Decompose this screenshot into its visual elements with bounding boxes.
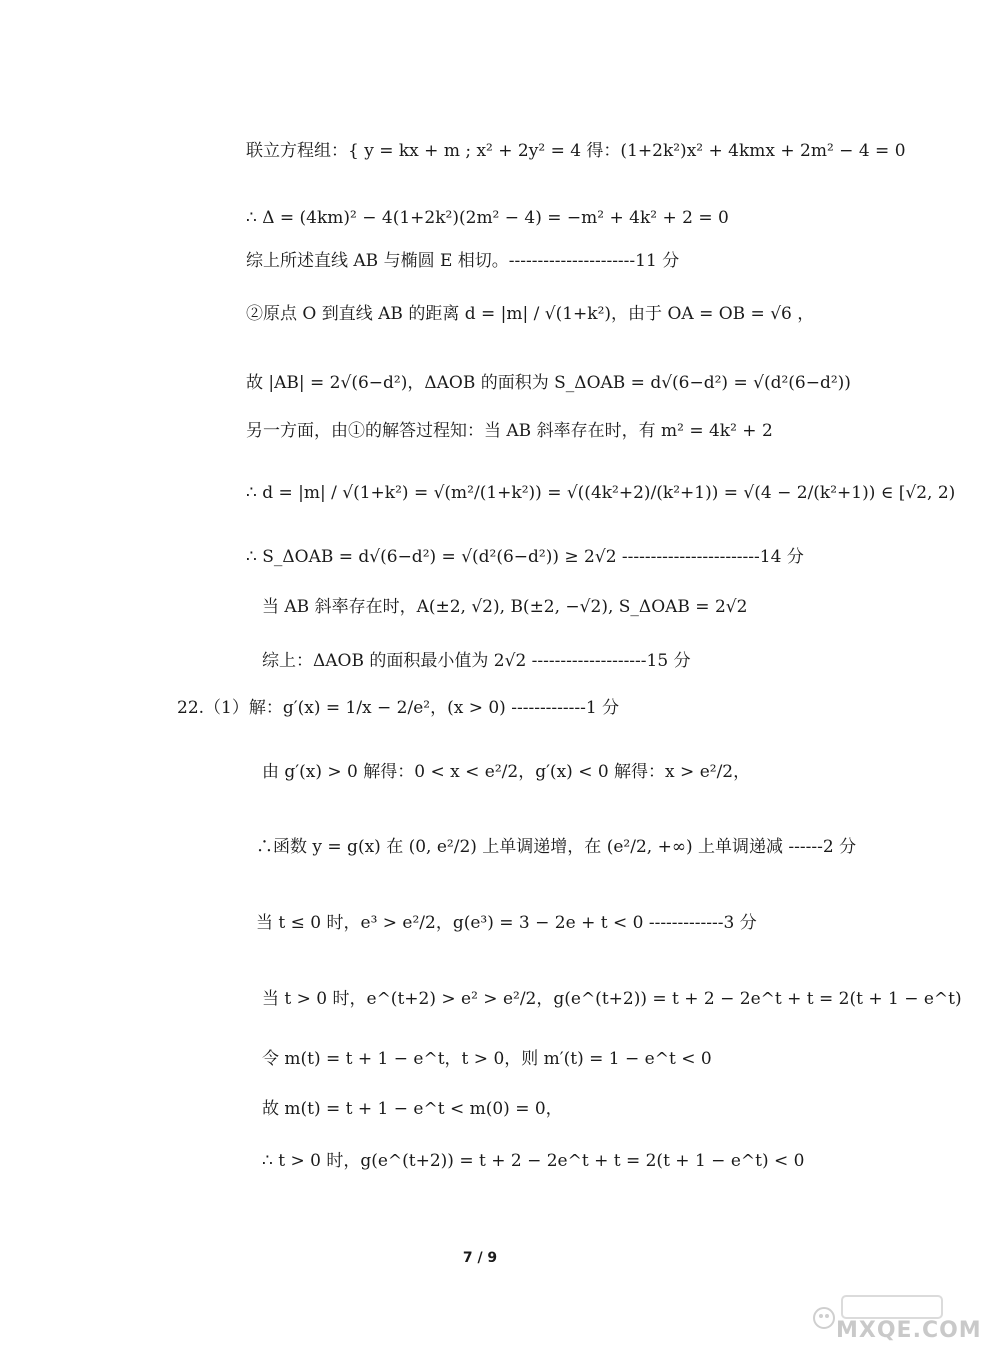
page-number: 7 / 9 (462, 1250, 498, 1266)
line-16: 令 m(t) = t + 1 − e^t，t > 0，则 m′(t) = 1 − e^t < 0 (262, 1049, 712, 1069)
watermark-text: MXQE.COM (836, 1318, 982, 1343)
line-1: 联立方程组：{ y = kx + m ; x² + 2y² = 4 得：(1+2k²)x² + 4kmx + 2m² − 4 = 0 (246, 141, 906, 161)
line-6: 另一方面，由①的解答过程知：当 AB 斜率存在时，有 m² = 4k² + 2 (246, 421, 773, 441)
line-15: 当 t > 0 时，e^(t+2) > e² > e²/2，g(e^(t+2)) = t + 2 − 2e^t + t = 2(t + 1 − e^t) (262, 989, 962, 1009)
line-3: 综上所述直线 AB 与椭圆 E 相切。----------------------11 分 (246, 251, 680, 271)
line-14: 当 t ≤ 0 时，e³ > e²/2，g(e³) = 3 − 2e + t < 0 -------------3 分 (256, 913, 757, 933)
line-8: ∴ S_ΔOAB = d√(6−d²) = √(d²(6−d²)) ≥ 2√2 ------------------------14 分 (246, 547, 804, 567)
line-13: ∴函数 y = g(x) 在 (0, e²/2) 上单调递增，在 (e²/2, +∞) 上单调递减 ------2 分 (256, 837, 857, 857)
line-7: ∴ d = |m| / √(1+k²) = √(m²/(1+k²)) = √((4k²+2)/(k²+1)) = √(4 − 2/(k²+1)) ∈ [√2, 2) (246, 483, 956, 503)
line-18: ∴ t > 0 时，g(e^(t+2)) = t + 2 − 2e^t + t = 2(t + 1 − e^t) < 0 (262, 1151, 805, 1171)
line-2: ∴ Δ = (4km)² − 4(1+2k²)(2m² − 4) = −m² + 4k² + 2 = 0 (246, 208, 729, 228)
line-17: 故 m(t) = t + 1 − e^t < m(0) = 0， (262, 1099, 563, 1119)
line-11: 22.（1）解：g′(x) = 1/x − 2/e²，(x > 0) -------------1 分 (177, 698, 620, 718)
line-4: ②原点 O 到直线 AB 的距离 d = |m| / √(1+k²)，由于 OA = OB = √6 ， (246, 304, 815, 324)
line-12: 由 g′(x) > 0 解得：0 < x < e²/2，g′(x) < 0 解得：x > e²/2， (262, 762, 751, 782)
line-5: 故 |AB| = 2√(6−d²)，ΔAOB 的面积为 S_ΔOAB = d√(6−d²) = √(d²(6−d²)) (246, 373, 851, 393)
line-9: 当 AB 斜率存在时，A(±2, √2), B(±2, −√2), S_ΔOAB = 2√2 (262, 597, 748, 617)
line-10: 综上：ΔAOB 的面积最小值为 2√2 --------------------15 分 (262, 651, 691, 671)
